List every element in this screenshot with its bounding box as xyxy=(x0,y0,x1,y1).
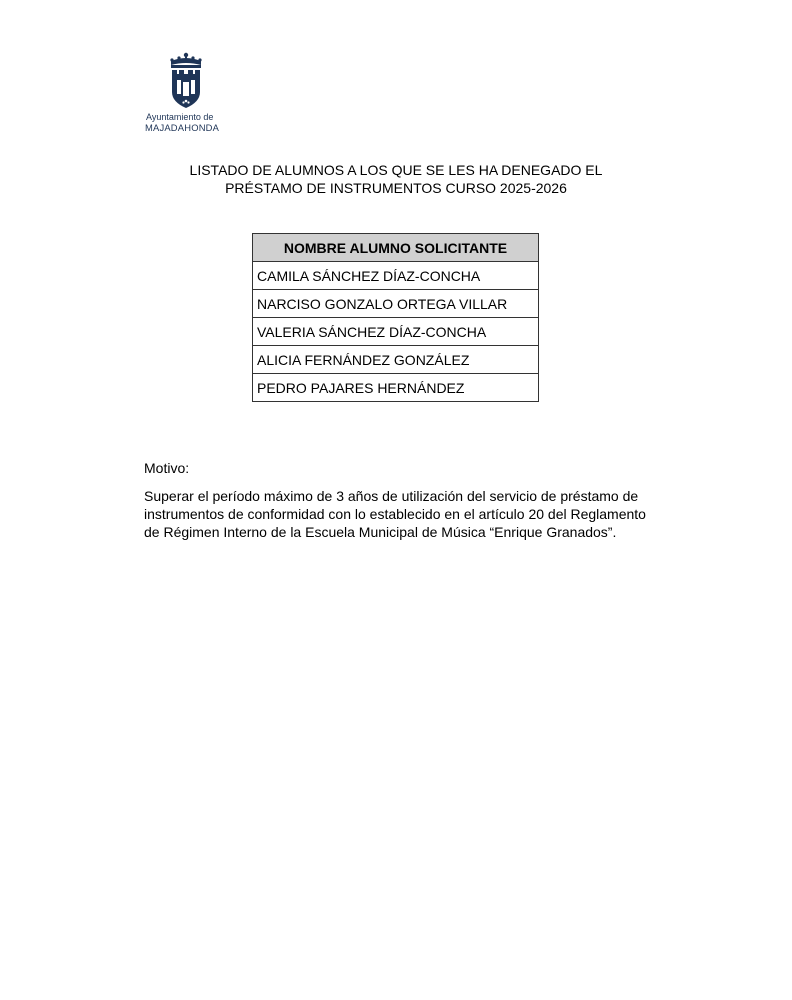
document-title-line-1: LISTADO DE ALUMNOS A LOS QUE SE LES HA DENEGADO EL xyxy=(189,162,603,178)
table-row xyxy=(253,346,539,374)
students-table xyxy=(252,233,539,402)
student-name-cell: PEDRO PAJARES HERNÁNDEZ xyxy=(253,374,539,402)
student-name-cell: CAMILA SÁNCHEZ DÍAZ-CONCHA xyxy=(253,262,539,290)
reason-label: Motivo: xyxy=(144,460,190,476)
table-header-row xyxy=(253,234,539,262)
logo-text-majadahonda: MAJADAHONDA xyxy=(145,122,220,133)
reason-paragraph xyxy=(144,487,664,541)
table-row xyxy=(253,318,539,346)
municipal-logo xyxy=(140,52,232,136)
student-name-cell: VALERIA SÁNCHEZ DÍAZ-CONCHA xyxy=(253,318,539,346)
table-row xyxy=(253,374,539,402)
reason-line: Superar el período máximo de 3 años de utilización del servicio de préstamo de xyxy=(144,488,639,504)
crown-tower-emblem-icon xyxy=(166,52,206,110)
student-name-cell: ALICIA FERNÁNDEZ GONZÁLEZ xyxy=(253,346,539,374)
document-title xyxy=(160,161,632,197)
logo-text-ayuntamiento: Ayuntamiento de xyxy=(146,112,214,122)
student-name-cell: NARCISO GONZALO ORTEGA VILLAR xyxy=(253,290,539,318)
reason-line: instrumentos de conformidad con lo establecido en el artículo 20 del Reglamento xyxy=(144,506,646,522)
column-header-student-name: NOMBRE ALUMNO SOLICITANTE xyxy=(253,234,539,262)
table-row xyxy=(253,262,539,290)
reason-line: de Régimen Interno de la Escuela Municipal de Música “Enrique Granados”. xyxy=(144,524,617,540)
document-title-line-2: PRÉSTAMO DE INSTRUMENTOS CURSO 2025-2026 xyxy=(225,180,567,196)
table-row xyxy=(253,290,539,318)
